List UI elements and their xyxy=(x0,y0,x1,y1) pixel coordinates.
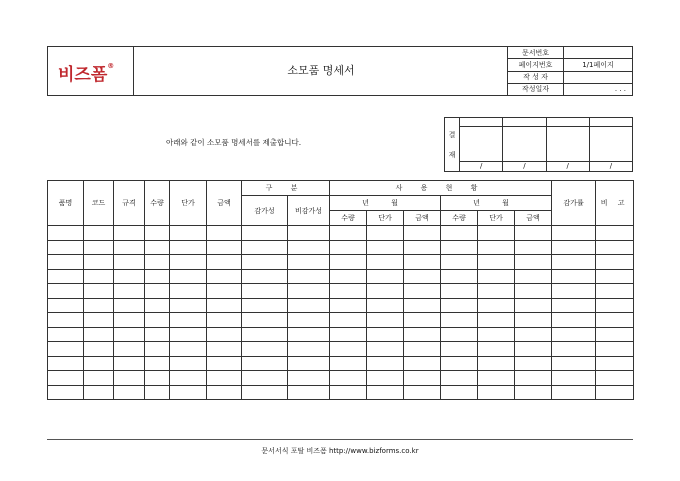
table-row xyxy=(48,356,634,371)
table-cell[interactable] xyxy=(84,371,114,386)
approval-box xyxy=(444,117,633,172)
table-cell[interactable] xyxy=(404,298,441,313)
table-cell[interactable] xyxy=(330,342,367,357)
table-cell[interactable] xyxy=(404,371,441,386)
table-cell[interactable] xyxy=(367,327,404,342)
table-row xyxy=(48,226,634,241)
table-cell[interactable] xyxy=(404,269,441,284)
table-cell[interactable] xyxy=(441,226,478,241)
table-cell[interactable] xyxy=(114,356,145,371)
table-cell[interactable] xyxy=(48,313,84,328)
table-cell[interactable] xyxy=(207,240,242,255)
approval-title-cell xyxy=(546,118,589,127)
table-cell[interactable] xyxy=(441,356,478,371)
table-cell[interactable] xyxy=(552,269,596,284)
table-cell[interactable] xyxy=(288,226,330,241)
table-cell[interactable] xyxy=(441,284,478,299)
table-cell[interactable] xyxy=(207,342,242,357)
meta-label: 페이지번호 xyxy=(508,59,564,71)
table-cell[interactable] xyxy=(145,226,170,241)
table-cell[interactable] xyxy=(367,313,404,328)
period-header: 년 월 xyxy=(330,196,441,211)
table-cell[interactable] xyxy=(330,255,367,270)
table-cell[interactable] xyxy=(552,240,596,255)
table-cell[interactable] xyxy=(367,342,404,357)
table-cell[interactable] xyxy=(84,298,114,313)
approval-title-cell xyxy=(460,118,503,127)
table-cell[interactable] xyxy=(596,327,634,342)
table-cell[interactable] xyxy=(367,269,404,284)
table-cell[interactable] xyxy=(48,255,84,270)
table-cell[interactable] xyxy=(170,342,207,357)
table-row xyxy=(48,284,634,299)
sub-amount-header: 금액 xyxy=(515,211,552,226)
table-cell[interactable] xyxy=(596,240,634,255)
table-cell[interactable] xyxy=(478,356,515,371)
col-item-header: 품명 xyxy=(48,181,84,226)
table-cell[interactable] xyxy=(288,371,330,386)
table-cell[interactable] xyxy=(114,255,145,270)
table-cell[interactable] xyxy=(441,255,478,270)
meta-value xyxy=(564,47,633,59)
table-cell[interactable] xyxy=(145,255,170,270)
table-cell[interactable] xyxy=(404,284,441,299)
col-code-header: 코드 xyxy=(84,181,114,226)
table-cell[interactable] xyxy=(367,255,404,270)
table-cell[interactable] xyxy=(242,385,288,400)
table-cell[interactable] xyxy=(207,356,242,371)
table-cell[interactable] xyxy=(242,356,288,371)
table-cell[interactable] xyxy=(515,342,552,357)
table-cell[interactable] xyxy=(145,385,170,400)
sub-amount-header: 금액 xyxy=(404,211,441,226)
table-cell[interactable] xyxy=(48,385,84,400)
table-cell[interactable] xyxy=(288,385,330,400)
table-cell[interactable] xyxy=(552,385,596,400)
table-cell[interactable] xyxy=(441,342,478,357)
table-cell[interactable] xyxy=(441,298,478,313)
table-cell[interactable] xyxy=(330,284,367,299)
col-nondepr-header: 비감가성 xyxy=(288,196,330,226)
table-cell[interactable] xyxy=(596,298,634,313)
table-cell[interactable] xyxy=(114,298,145,313)
table-cell[interactable] xyxy=(242,240,288,255)
table-cell[interactable] xyxy=(84,313,114,328)
table-cell[interactable] xyxy=(478,327,515,342)
table-cell[interactable] xyxy=(552,327,596,342)
meta-row xyxy=(508,59,633,71)
table-cell[interactable] xyxy=(242,255,288,270)
table-cell[interactable] xyxy=(170,298,207,313)
table-cell[interactable] xyxy=(552,226,596,241)
table-cell[interactable] xyxy=(596,269,634,284)
table-cell[interactable] xyxy=(145,327,170,342)
table-cell[interactable] xyxy=(288,342,330,357)
table-row xyxy=(48,240,634,255)
col-rate-header: 감가률 xyxy=(552,181,596,226)
table-cell[interactable] xyxy=(242,284,288,299)
table-cell[interactable] xyxy=(330,269,367,284)
table-cell[interactable] xyxy=(478,284,515,299)
table-cell[interactable] xyxy=(441,313,478,328)
table-cell[interactable] xyxy=(552,255,596,270)
approval-date-cell: / xyxy=(460,161,503,171)
table-cell[interactable] xyxy=(114,240,145,255)
table-cell[interactable] xyxy=(367,356,404,371)
table-cell[interactable] xyxy=(170,385,207,400)
table-cell[interactable] xyxy=(404,385,441,400)
document-title: 소모품 명세서 xyxy=(287,64,355,77)
table-cell[interactable] xyxy=(170,240,207,255)
table-cell[interactable] xyxy=(48,356,84,371)
table-cell[interactable] xyxy=(367,226,404,241)
table-cell[interactable] xyxy=(552,371,596,386)
meta-label: 작성일자 xyxy=(508,83,564,95)
table-cell[interactable] xyxy=(145,284,170,299)
table-cell[interactable] xyxy=(114,313,145,328)
col-qty-header: 수량 xyxy=(145,181,170,226)
approval-title-cell xyxy=(589,118,632,127)
table-cell[interactable] xyxy=(288,298,330,313)
table-cell[interactable] xyxy=(114,327,145,342)
table-cell[interactable] xyxy=(515,313,552,328)
table-cell[interactable] xyxy=(170,356,207,371)
table-cell[interactable] xyxy=(478,240,515,255)
table-cell[interactable] xyxy=(515,226,552,241)
table-cell[interactable] xyxy=(596,342,634,357)
table-cell[interactable] xyxy=(145,356,170,371)
table-row xyxy=(48,269,634,284)
table-cell[interactable] xyxy=(515,371,552,386)
table-cell[interactable] xyxy=(84,240,114,255)
approval-date-cell: / xyxy=(589,161,632,171)
table-cell[interactable] xyxy=(145,313,170,328)
approval-date-cell: / xyxy=(503,161,546,171)
meta-value: . . . xyxy=(564,83,633,95)
consumables-table xyxy=(47,180,633,400)
table-cell[interactable] xyxy=(207,371,242,386)
table-cell[interactable] xyxy=(48,342,84,357)
table-cell[interactable] xyxy=(478,255,515,270)
approval-sign-cell[interactable] xyxy=(460,127,503,162)
table-cell[interactable] xyxy=(84,255,114,270)
table-cell[interactable] xyxy=(84,269,114,284)
table-cell[interactable] xyxy=(145,240,170,255)
col-note-header: 비 고 xyxy=(596,181,634,226)
table-cell[interactable] xyxy=(242,226,288,241)
period-header: 년 월 xyxy=(441,196,552,211)
col-depr-header: 감가성 xyxy=(242,196,288,226)
meta-row xyxy=(508,47,633,59)
table-cell[interactable] xyxy=(596,313,634,328)
table-cell[interactable] xyxy=(170,313,207,328)
intro-text: 아래와 같이 소모품 명세서를 제출합니다. xyxy=(166,138,302,147)
meta-value xyxy=(564,71,633,83)
table-cell[interactable] xyxy=(170,284,207,299)
table-row xyxy=(48,298,634,313)
table-cell[interactable] xyxy=(207,313,242,328)
sub-price-header: 단가 xyxy=(478,211,515,226)
table-cell[interactable] xyxy=(48,298,84,313)
table-row xyxy=(48,385,634,400)
table-cell[interactable] xyxy=(145,342,170,357)
table-cell[interactable] xyxy=(367,240,404,255)
col-spec-header: 규격 xyxy=(114,181,145,226)
table-cell[interactable] xyxy=(242,269,288,284)
table-cell[interactable] xyxy=(114,342,145,357)
approval-date-cell: / xyxy=(546,161,589,171)
table-cell[interactable] xyxy=(288,313,330,328)
table-cell[interactable] xyxy=(330,371,367,386)
table-cell[interactable] xyxy=(48,226,84,241)
table-cell[interactable] xyxy=(242,298,288,313)
table-cell[interactable] xyxy=(478,298,515,313)
table-cell[interactable] xyxy=(288,284,330,299)
approval-title-cell xyxy=(503,118,546,127)
table-cell[interactable] xyxy=(170,226,207,241)
table-cell[interactable] xyxy=(48,371,84,386)
table-cell[interactable] xyxy=(478,269,515,284)
table-cell[interactable] xyxy=(596,356,634,371)
table-cell[interactable] xyxy=(441,385,478,400)
table-cell[interactable] xyxy=(114,385,145,400)
table-cell[interactable] xyxy=(515,255,552,270)
table-cell[interactable] xyxy=(515,327,552,342)
table-cell[interactable] xyxy=(367,298,404,313)
table-cell[interactable] xyxy=(478,226,515,241)
meta-value: 1/1페이지 xyxy=(564,59,633,71)
table-row xyxy=(48,313,634,328)
table-cell[interactable] xyxy=(242,342,288,357)
sub-qty-header: 수량 xyxy=(441,211,478,226)
meta-row xyxy=(508,83,633,95)
table-cell[interactable] xyxy=(288,356,330,371)
meta-row xyxy=(508,71,633,83)
table-cell[interactable] xyxy=(404,356,441,371)
table-cell[interactable] xyxy=(330,313,367,328)
table-cell[interactable] xyxy=(330,226,367,241)
table-row xyxy=(48,327,634,342)
table-cell[interactable] xyxy=(478,385,515,400)
table-row xyxy=(48,371,634,386)
table-cell[interactable] xyxy=(404,327,441,342)
table-cell[interactable] xyxy=(145,371,170,386)
col-price-header: 단가 xyxy=(170,181,207,226)
table-cell[interactable] xyxy=(515,269,552,284)
table-cell[interactable] xyxy=(330,298,367,313)
table-cell[interactable] xyxy=(478,371,515,386)
group-usage-header: 사 용 현 황 xyxy=(330,181,552,196)
table-cell[interactable] xyxy=(596,371,634,386)
table-cell[interactable] xyxy=(207,255,242,270)
meta-label: 문서번호 xyxy=(508,47,564,59)
table-cell[interactable] xyxy=(478,313,515,328)
table-cell[interactable] xyxy=(242,371,288,386)
table-cell[interactable] xyxy=(84,342,114,357)
approval-side-label: 결 재 xyxy=(445,118,460,172)
col-amount-header: 금액 xyxy=(207,181,242,226)
table-cell[interactable] xyxy=(48,284,84,299)
table-cell[interactable] xyxy=(242,313,288,328)
table-cell[interactable] xyxy=(367,371,404,386)
table-cell[interactable] xyxy=(404,342,441,357)
table-cell[interactable] xyxy=(441,240,478,255)
table-cell[interactable] xyxy=(84,284,114,299)
table-cell[interactable] xyxy=(515,240,552,255)
table-cell[interactable] xyxy=(515,356,552,371)
table-cell[interactable] xyxy=(207,385,242,400)
footer-divider xyxy=(47,439,633,440)
meta-label: 작 성 자 xyxy=(508,71,564,83)
approval-sign-cell[interactable] xyxy=(589,127,632,162)
approval-sign-cell[interactable] xyxy=(503,127,546,162)
table-cell[interactable] xyxy=(48,327,84,342)
table-cell[interactable] xyxy=(552,298,596,313)
table-cell[interactable] xyxy=(84,385,114,400)
table-cell[interactable] xyxy=(441,371,478,386)
table-cell[interactable] xyxy=(404,226,441,241)
table-cell[interactable] xyxy=(48,269,84,284)
table-cell[interactable] xyxy=(441,269,478,284)
table-cell[interactable] xyxy=(404,240,441,255)
table-cell[interactable] xyxy=(404,255,441,270)
group-class-header: 구 분 xyxy=(242,181,330,196)
table-row xyxy=(48,255,634,270)
table-cell[interactable] xyxy=(515,298,552,313)
table-cell[interactable] xyxy=(330,385,367,400)
table-cell[interactable] xyxy=(114,226,145,241)
table-cell[interactable] xyxy=(84,226,114,241)
table-cell[interactable] xyxy=(145,269,170,284)
table-cell[interactable] xyxy=(288,327,330,342)
table-cell[interactable] xyxy=(478,342,515,357)
table-cell[interactable] xyxy=(84,327,114,342)
table-cell[interactable] xyxy=(207,269,242,284)
table-cell[interactable] xyxy=(207,226,242,241)
table-cell[interactable] xyxy=(288,269,330,284)
table-cell[interactable] xyxy=(330,327,367,342)
table-cell[interactable] xyxy=(48,240,84,255)
table-cell[interactable] xyxy=(515,284,552,299)
table-cell[interactable] xyxy=(367,385,404,400)
table-cell[interactable] xyxy=(515,385,552,400)
table-cell[interactable] xyxy=(207,284,242,299)
table-cell[interactable] xyxy=(170,269,207,284)
table-cell[interactable] xyxy=(288,255,330,270)
table-cell[interactable] xyxy=(596,226,634,241)
table-cell[interactable] xyxy=(288,240,330,255)
table-cell[interactable] xyxy=(330,356,367,371)
table-cell[interactable] xyxy=(552,313,596,328)
table-cell[interactable] xyxy=(552,342,596,357)
table-cell[interactable] xyxy=(441,327,478,342)
table-cell[interactable] xyxy=(207,298,242,313)
table-cell[interactable] xyxy=(114,371,145,386)
meta-table xyxy=(507,46,633,96)
table-cell[interactable] xyxy=(114,269,145,284)
table-cell[interactable] xyxy=(242,327,288,342)
table-cell[interactable] xyxy=(596,284,634,299)
sub-price-header: 단가 xyxy=(367,211,404,226)
table-row xyxy=(48,342,634,357)
table-cell[interactable] xyxy=(114,284,145,299)
brand-logo: 비즈폼® xyxy=(58,62,115,85)
sub-qty-header: 수량 xyxy=(330,211,367,226)
table-cell[interactable] xyxy=(596,255,634,270)
table-cell[interactable] xyxy=(552,356,596,371)
footer-text: 문서서식 포탈 비즈폼 http://www.bizforms.co.kr xyxy=(261,447,419,455)
table-cell[interactable] xyxy=(330,240,367,255)
table-cell[interactable] xyxy=(170,327,207,342)
table-cell[interactable] xyxy=(145,298,170,313)
table-cell[interactable] xyxy=(170,371,207,386)
table-cell[interactable] xyxy=(552,284,596,299)
table-cell[interactable] xyxy=(170,255,207,270)
table-cell[interactable] xyxy=(207,327,242,342)
approval-sign-cell[interactable] xyxy=(546,127,589,162)
table-cell[interactable] xyxy=(84,356,114,371)
table-cell[interactable] xyxy=(404,313,441,328)
table-cell[interactable] xyxy=(596,385,634,400)
table-cell[interactable] xyxy=(367,284,404,299)
